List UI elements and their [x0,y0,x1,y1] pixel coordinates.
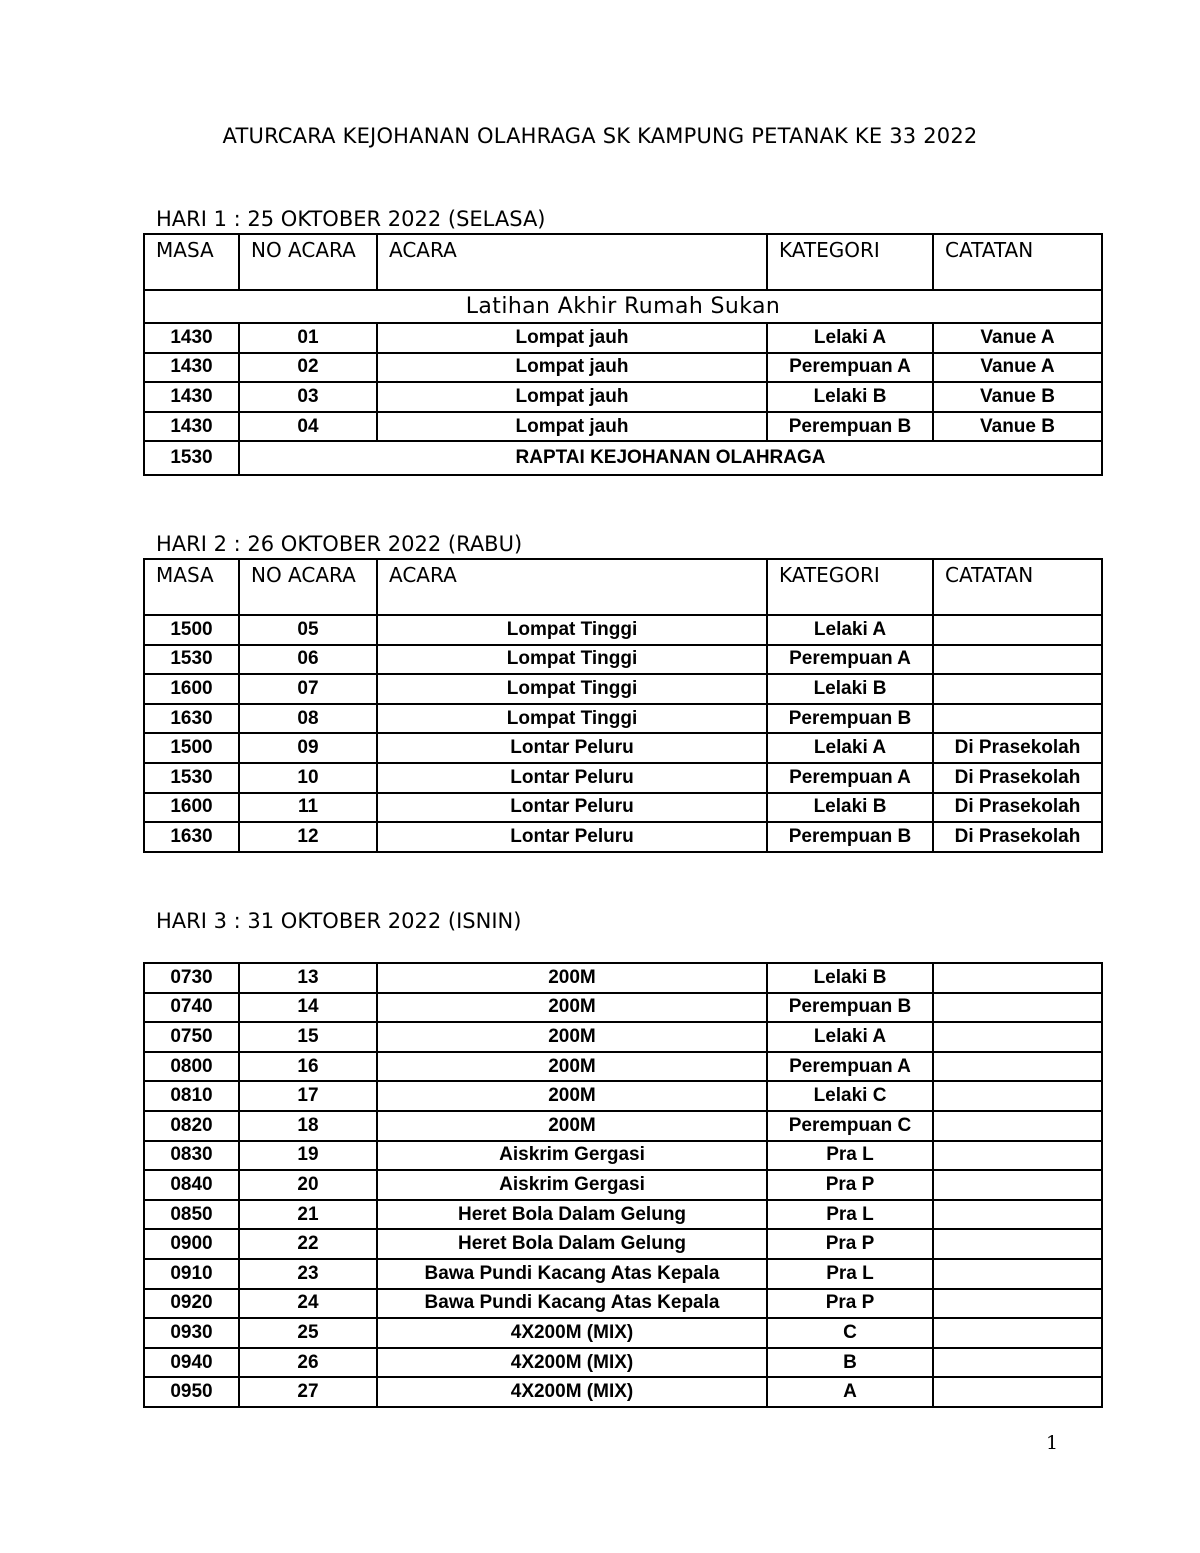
cell-catatan [933,1170,1102,1200]
cell-acara: Aiskrim Gergasi [377,1141,767,1171]
cell-acara: Bawa Pundi Kacang Atas Kepala [377,1289,767,1319]
cell-catatan [933,1081,1102,1111]
cell-kategori: Pra L [767,1141,933,1171]
cell-masa: 1500 [144,733,239,763]
cell-acara: Heret Bola Dalam Gelung [377,1200,767,1230]
table-row [144,1229,1102,1259]
cell-catatan: Di Prasekolah [933,763,1102,793]
cell-masa: 0820 [144,1111,239,1141]
cell-acara: 4X200M (MIX) [377,1348,767,1378]
cell-no-acara: 26 [239,1348,377,1378]
cell-no-acara: 16 [239,1052,377,1082]
cell-acara: 200M [377,1111,767,1141]
closing-row [144,441,1102,475]
cell-masa: 0910 [144,1259,239,1289]
cell-kategori: Pra P [767,1170,933,1200]
day2-table [143,558,1103,853]
document-title: ATURCARA KEJOHANAN OLAHRAGA SK KAMPUNG PETANAK KE 33 2022 [222,124,978,148]
cell-catatan [933,963,1102,993]
cell-masa: 1430 [144,323,239,353]
cell-no-acara: 21 [239,1200,377,1230]
cell-acara: Lompat Tinggi [377,615,767,645]
cell-catatan [933,674,1102,704]
cell-acara: 4X200M (MIX) [377,1377,767,1407]
cell-kategori: Perempuan A [767,1052,933,1082]
cell-acara: 200M [377,963,767,993]
cell-kategori: Lelaki A [767,1022,933,1052]
cell-kategori: Lelaki B [767,793,933,823]
table-row [144,1377,1102,1407]
cell-no-acara: 06 [239,645,377,675]
cell-catatan [933,1377,1102,1407]
table-row [144,763,1102,793]
cell-acara: 200M [377,1052,767,1082]
cell-kategori: Pra P [767,1229,933,1259]
cell-kategori: Lelaki A [767,615,933,645]
table-row [144,1289,1102,1319]
cell-kategori: Perempuan B [767,704,933,734]
cell-acara: Lompat jauh [377,382,767,412]
cell-no-acara: 18 [239,1111,377,1141]
table-row [144,412,1102,442]
cell-masa: 1600 [144,793,239,823]
cell-catatan [933,1229,1102,1259]
cell-kategori: Lelaki C [767,1081,933,1111]
cell-catatan [933,1022,1102,1052]
cell-masa: 0900 [144,1229,239,1259]
cell-kategori: A [767,1377,933,1407]
cell-no-acara: 19 [239,1141,377,1171]
cell-kategori: Perempuan A [767,645,933,675]
cell-masa: 0950 [144,1377,239,1407]
header-catatan: CATATAN [933,234,1102,290]
cell-kategori: Lelaki B [767,674,933,704]
cell-no-acara: 07 [239,674,377,704]
cell-catatan: Di Prasekolah [933,733,1102,763]
cell-acara: Bawa Pundi Kacang Atas Kepala [377,1259,767,1289]
cell-catatan [933,1318,1102,1348]
cell-acara: 200M [377,1022,767,1052]
table-row [144,615,1102,645]
cell-kategori: Pra P [767,1289,933,1319]
cell-kategori: C [767,1318,933,1348]
cell-no-acara: 03 [239,382,377,412]
day1-heading: HARI 1 : 25 OKTOBER 2022 (SELASA) [156,207,546,231]
cell-no-acara: 27 [239,1377,377,1407]
cell-no-acara: 10 [239,763,377,793]
table-row [144,382,1102,412]
header-kategori: KATEGORI [767,234,933,290]
cell-no-acara: 09 [239,733,377,763]
cell-catatan [933,1200,1102,1230]
cell-masa: 0750 [144,1022,239,1052]
table-row [144,704,1102,734]
day2-heading: HARI 2 : 26 OKTOBER 2022 (RABU) [156,532,523,556]
cell-masa: 1530 [144,441,239,475]
table-row [144,645,1102,675]
cell-masa: 1600 [144,674,239,704]
header-row [144,234,1102,290]
cell-no-acara: 22 [239,1229,377,1259]
cell-kategori: B [767,1348,933,1378]
cell-no-acara: 14 [239,993,377,1023]
cell-kategori: Perempuan A [767,353,933,383]
header-no-acara: NO ACARA [239,559,377,615]
page-number: 1 [1046,1432,1059,1454]
cell-masa: 1430 [144,382,239,412]
table-row [144,1259,1102,1289]
cell-catatan [933,1348,1102,1378]
table-row [144,822,1102,852]
cell-kategori: Lelaki B [767,382,933,412]
cell-no-acara: 04 [239,412,377,442]
table-row [144,793,1102,823]
cell-catatan [933,993,1102,1023]
cell-kategori: Lelaki A [767,323,933,353]
cell-catatan [933,1259,1102,1289]
cell-acara: Lontar Peluru [377,793,767,823]
section-title: Latihan Akhir Rumah Sukan [144,290,1102,323]
cell-acara: Lompat Tinggi [377,645,767,675]
table-row [144,1200,1102,1230]
table-row [144,733,1102,763]
cell-kategori: Pra L [767,1200,933,1230]
cell-no-acara: 24 [239,1289,377,1319]
cell-masa: 1630 [144,704,239,734]
day3-table [143,962,1103,1408]
cell-masa: 0930 [144,1318,239,1348]
cell-catatan: Vanue A [933,323,1102,353]
header-masa: MASA [144,234,239,290]
table-row [144,353,1102,383]
cell-no-acara: 11 [239,793,377,823]
cell-catatan [933,704,1102,734]
cell-acara: Lontar Peluru [377,763,767,793]
header-acara: ACARA [377,234,767,290]
cell-kategori: Perempuan B [767,993,933,1023]
day1-table [143,233,1103,476]
header-masa: MASA [144,559,239,615]
cell-acara: Heret Bola Dalam Gelung [377,1229,767,1259]
cell-masa: 0730 [144,963,239,993]
cell-masa: 0940 [144,1348,239,1378]
cell-masa: 0830 [144,1141,239,1171]
table-row [144,963,1102,993]
closing-label: RAPTAI KEJOHANAN OLAHRAGA [239,441,1102,475]
cell-catatan: Vanue B [933,412,1102,442]
cell-no-acara: 01 [239,323,377,353]
cell-catatan: Vanue B [933,382,1102,412]
table-row [144,323,1102,353]
cell-kategori: Lelaki B [767,963,933,993]
header-no-acara: NO ACARA [239,234,377,290]
day3-heading: HARI 3 : 31 OKTOBER 2022 (ISNIN) [156,909,522,933]
cell-masa: 0850 [144,1200,239,1230]
cell-catatan: Di Prasekolah [933,822,1102,852]
cell-acara: Lompat jauh [377,353,767,383]
cell-catatan: Di Prasekolah [933,793,1102,823]
cell-acara: Lompat Tinggi [377,674,767,704]
cell-masa: 1430 [144,353,239,383]
cell-masa: 1530 [144,763,239,793]
cell-no-acara: 23 [239,1259,377,1289]
cell-catatan [933,1111,1102,1141]
cell-no-acara: 15 [239,1022,377,1052]
cell-kategori: Perempuan B [767,412,933,442]
cell-acara: Lompat Tinggi [377,704,767,734]
cell-masa: 0840 [144,1170,239,1200]
cell-masa: 1630 [144,822,239,852]
cell-kategori: Perempuan C [767,1111,933,1141]
table-row [144,1170,1102,1200]
table-row [144,674,1102,704]
cell-acara: 200M [377,993,767,1023]
cell-acara: Lompat jauh [377,412,767,442]
cell-masa: 0740 [144,993,239,1023]
cell-acara: Aiskrim Gergasi [377,1170,767,1200]
cell-masa: 1530 [144,645,239,675]
cell-acara: 4X200M (MIX) [377,1318,767,1348]
cell-catatan [933,1141,1102,1171]
cell-no-acara: 13 [239,963,377,993]
table-row [144,1081,1102,1111]
section-row [144,290,1102,323]
cell-masa: 0920 [144,1289,239,1319]
cell-kategori: Lelaki A [767,733,933,763]
cell-catatan [933,1289,1102,1319]
table-row [144,1318,1102,1348]
cell-acara: Lompat jauh [377,323,767,353]
cell-masa: 1430 [144,412,239,442]
cell-acara: Lontar Peluru [377,733,767,763]
cell-acara: Lontar Peluru [377,822,767,852]
cell-no-acara: 08 [239,704,377,734]
table-row [144,993,1102,1023]
header-kategori: KATEGORI [767,559,933,615]
cell-catatan [933,645,1102,675]
table-row [144,1022,1102,1052]
cell-no-acara: 02 [239,353,377,383]
cell-masa: 0810 [144,1081,239,1111]
cell-catatan [933,615,1102,645]
cell-catatan: Vanue A [933,353,1102,383]
cell-no-acara: 17 [239,1081,377,1111]
table-row [144,1141,1102,1171]
table-row [144,1111,1102,1141]
cell-no-acara: 12 [239,822,377,852]
cell-no-acara: 25 [239,1318,377,1348]
cell-masa: 1500 [144,615,239,645]
cell-masa: 0800 [144,1052,239,1082]
cell-catatan [933,1052,1102,1082]
header-acara: ACARA [377,559,767,615]
cell-kategori: Pra L [767,1259,933,1289]
table-row [144,1052,1102,1082]
header-catatan: CATATAN [933,559,1102,615]
header-row [144,559,1102,615]
cell-acara: 200M [377,1081,767,1111]
cell-kategori: Perempuan B [767,822,933,852]
cell-kategori: Perempuan A [767,763,933,793]
cell-no-acara: 20 [239,1170,377,1200]
table-row [144,1348,1102,1378]
cell-no-acara: 05 [239,615,377,645]
